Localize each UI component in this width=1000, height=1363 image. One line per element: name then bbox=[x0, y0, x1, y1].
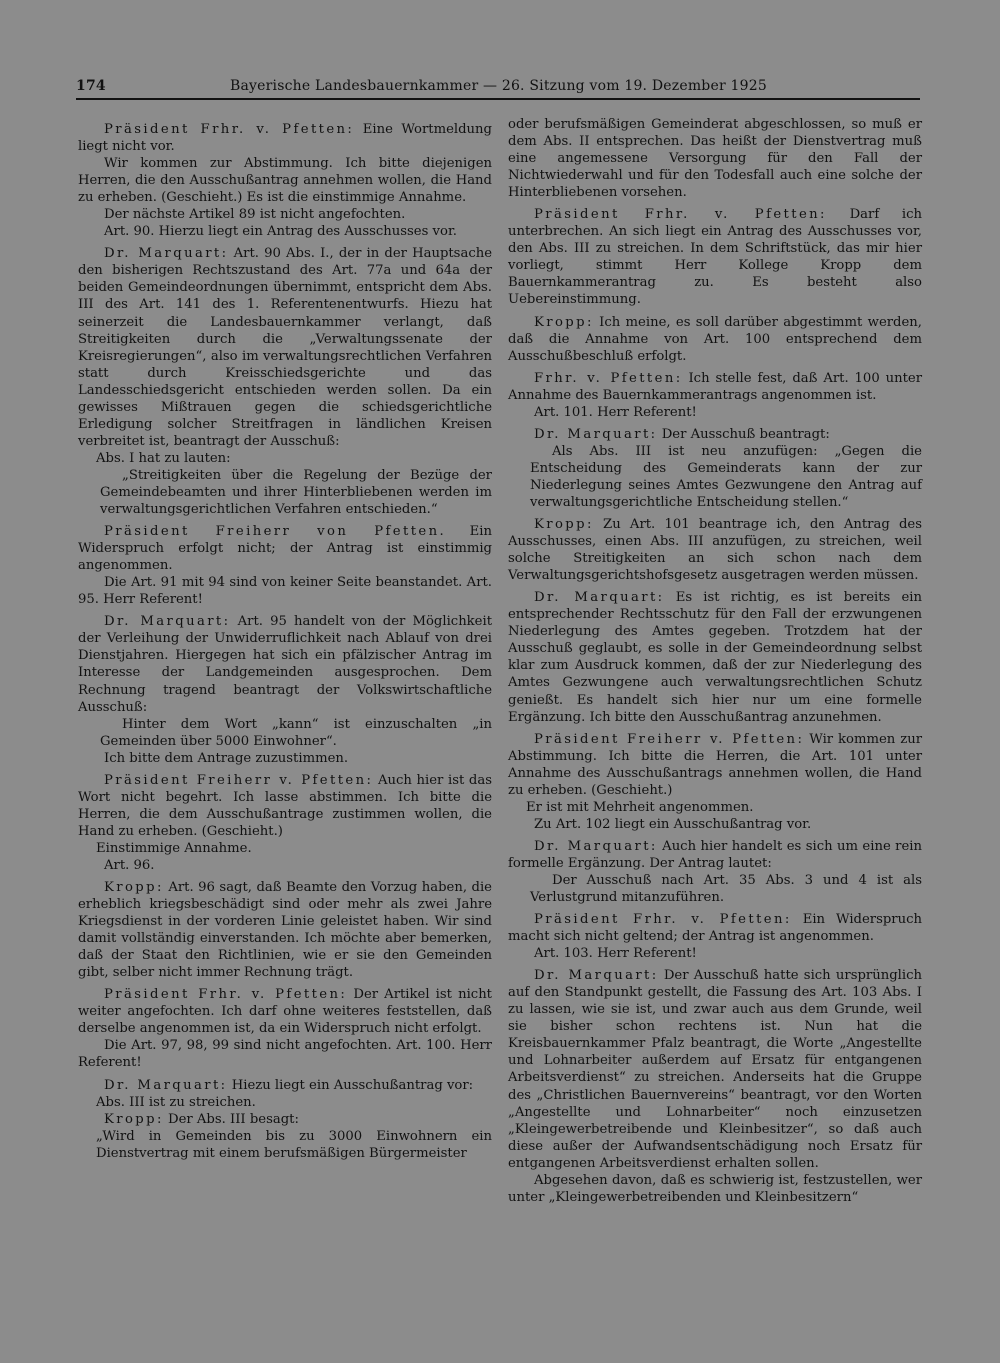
speaker-name: Dr. Marquart: bbox=[104, 614, 231, 630]
paragraph-text: Ich bitte dem Antrage zuzustimmen. bbox=[104, 750, 349, 766]
paragraph bbox=[508, 872, 922, 906]
paragraph bbox=[78, 155, 492, 206]
paragraph-text: „Streitigkeiten über die Regelung der Bezüge der Gemeindebeamten und ihrer Hinterbliebenen werden im verwaltungsgerichtlichen Verfahren entschieden.“ bbox=[100, 467, 492, 518]
paragraph-text: Der Abs. III besagt: bbox=[163, 1111, 299, 1127]
paragraph-text: Die Art. 91 mit 94 sind von keiner Seite beanstandet. Art. 95. Herr Referent! bbox=[78, 575, 492, 608]
running-title: Bayerische Landesbauernkammer — 26. Sitzung vom 19. Dezember 1925 bbox=[230, 78, 767, 94]
paragraph-text: Der Artikel ist nicht weiter angefochten. Ich darf ohne weiteres feststellen, daß derselbe angenommen ist, da ein Widerspruch nicht erfolgt. bbox=[78, 987, 492, 1037]
paragraph-text: Ich stelle fest, daß Art. 100 unter Annahme des Bauernkammerantrags angenommen ist. bbox=[508, 370, 923, 403]
paragraph bbox=[508, 799, 922, 816]
paragraph-text: Darf ich unterbrechen. An sich liegt ein Antrag des Ausschusses vor, den Abs. III zu streichen. In dem Schriftstück, das mir hier vorliegt, stimmt Herr Kollege Kropp dem Bauernkammerantrag zu. Es besteht also Uebereinstimmung. bbox=[508, 207, 922, 308]
paragraph bbox=[508, 116, 922, 201]
speaker-name: Dr. Marquart: bbox=[104, 246, 229, 262]
paragraph-text: Hiezu liegt ein Ausschußantrag vor: bbox=[227, 1077, 474, 1093]
paragraph-text: Art. 96. bbox=[104, 857, 155, 873]
paragraph-text: Hinter dem Wort „kann“ ist einzuschalten „in Gemeinden über 5000 Einwohner“. bbox=[100, 716, 492, 749]
paragraph-text: Auch hier handelt es sich um eine rein formelle Ergänzung. Der Antrag lautet: bbox=[508, 838, 922, 871]
paragraph bbox=[78, 857, 492, 874]
right-column bbox=[508, 116, 922, 1206]
paragraph bbox=[78, 245, 492, 450]
paragraph bbox=[78, 1111, 492, 1128]
paragraph bbox=[78, 879, 492, 981]
speaker-name: Präsident Frhr. v. Pfetten: bbox=[534, 207, 827, 223]
paragraph bbox=[508, 1172, 922, 1206]
paragraph bbox=[78, 1077, 492, 1094]
paragraph bbox=[508, 426, 922, 443]
paragraph bbox=[508, 516, 922, 584]
speaker-name: Präsident Frhr. v. Pfetten: bbox=[534, 912, 792, 928]
speaker-name: Präsident Freiherr von Pfetten. bbox=[104, 524, 447, 540]
paragraph bbox=[78, 772, 492, 840]
paragraph bbox=[78, 1128, 492, 1162]
paragraph-text: Auch hier ist das Wort nicht begehrt. Ich lasse abstimmen. Ich bitte die Herren, die dem Ausschußantrage zustimmen wollen, die Hand zu erheben. (Geschieht.) bbox=[78, 772, 493, 839]
paragraph bbox=[78, 613, 492, 715]
paragraph bbox=[508, 370, 922, 404]
paragraph-text: Ein Widerspruch erfolgt nicht; der Antrag ist einstimmig angenommen. bbox=[78, 524, 493, 574]
speaker-name: Kropp: bbox=[104, 880, 164, 896]
paragraph-text: Als Abs. III ist neu anzufügen: „Gegen die Entscheidung des Gemeinderats kann der zur Niederlegung seines Amtes Gezwungene den Antrag auf verwaltungsgerichtliche Entscheidung stellen.“ bbox=[530, 443, 922, 510]
paragraph-text: Abs. I hat zu lauten: bbox=[96, 450, 231, 466]
paragraph bbox=[78, 1037, 492, 1071]
paragraph-text: Art. 90 Abs. I., der in der Hauptsache den bisherigen Rechtszustand des Art. 77a und 64a der beiden Gemeindeordnungen übernimmt, entspricht dem Abs. III des Art. 141 des 1. Referentenentwurfs. Hiezu hat seinerzeit die Landesbauernkammer verlangt, daß Streitigkeiten durch die „Verwaltungssenate der Kreisregierungen“, also im verwaltungsrechtlichen Verfahren statt durch Kreisschiedsgerichte und das Landesschiedsgericht entschieden werden sollen. Da ein gewisses Mißtrauen gegen die schiedsgerichtliche Erledigung solcher Streitfragen in ländlichen Kreisen verbreitet ist, beantragt der Ausschuß: bbox=[78, 246, 492, 449]
paragraph bbox=[508, 838, 922, 872]
paragraph bbox=[78, 467, 492, 518]
left-column bbox=[78, 116, 492, 1162]
page-number: 174 bbox=[76, 78, 106, 94]
paragraph-text: Zu Art. 101 beantrage ich, den Antrag des Ausschusses, einen Abs. III anzufügen, zu streichen, weil solche Streitigkeiten an sich schon nach dem Verwaltungsgerichtshofsgesetz ausgetragen werden müssen. bbox=[508, 517, 922, 584]
paragraph-text: Abgesehen davon, daß es schwierig ist, festzustellen, wer unter „Kleingewerbetreibenden und Kleinbesitzern“ bbox=[508, 1172, 922, 1205]
paragraph bbox=[508, 911, 922, 945]
paragraph bbox=[78, 121, 492, 155]
paragraph-text: Einstimmige Annahme. bbox=[96, 840, 252, 856]
speaker-name: Präsident Freiherr v. Pfetten: bbox=[104, 772, 374, 788]
paragraph-text: Der nächste Artikel 89 ist nicht angefochten. bbox=[104, 207, 406, 223]
paragraph bbox=[508, 967, 922, 1172]
paragraph bbox=[508, 443, 922, 511]
paragraph bbox=[78, 716, 492, 750]
paragraph bbox=[78, 750, 492, 767]
speaker-name: Dr. Marquart: bbox=[534, 838, 658, 854]
paragraph bbox=[78, 986, 492, 1037]
paragraph bbox=[78, 1094, 492, 1111]
paragraph-text: Wir kommen zur Abstimmung. Ich bitte die Herren, die Art. 101 unter Annahme des Ausschußantrags annehmen wollen, die Hand zu erheben. (Geschieht.) bbox=[508, 731, 922, 798]
speaker-name: Kropp: bbox=[534, 517, 594, 533]
speaker-name: Dr. Marquart: bbox=[534, 968, 659, 984]
speaker-name: Präsident Freiherr v. Pfetten: bbox=[534, 731, 805, 747]
speaker-name: Präsident Frhr. v. Pfetten: bbox=[104, 987, 348, 1003]
speaker-name: Dr. Marquart: bbox=[534, 426, 658, 442]
paragraph-text: Ein Widerspruch macht sich nicht geltend; der Antrag ist angenommen. bbox=[508, 912, 922, 945]
paragraph-text: Zu Art. 102 liegt ein Ausschußantrag vor. bbox=[534, 816, 812, 832]
paragraph bbox=[508, 816, 922, 833]
paragraph-text: Art. 96 sagt, daß Beamte den Vorzug haben, die erheblich kriegsbeschädigt sind oder mehr als zwei Jahre Kriegsdienst in der vorderen Linie geleistet haben. Wir sind damit vollständig einverstanden. Ich möchte aber bemerken, daß der Staat den Richtlinien, wie er sie den Gemeinden gibt, selber nicht immer Rechnung trägt. bbox=[78, 880, 492, 981]
paragraph bbox=[78, 450, 492, 467]
paragraph bbox=[78, 574, 492, 608]
paragraph bbox=[508, 589, 922, 725]
paragraph bbox=[508, 206, 922, 308]
speaker-name: Dr. Marquart: bbox=[104, 1077, 228, 1093]
paragraph bbox=[78, 840, 492, 857]
header-rule bbox=[76, 98, 920, 100]
paragraph-text: Er ist mit Mehrheit angenommen. bbox=[526, 799, 754, 815]
speaker-name: Präsident Frhr. v. Pfetten: bbox=[104, 122, 355, 137]
paragraph-text: Art. 101. Herr Referent! bbox=[534, 404, 697, 420]
speaker-name: Kropp: bbox=[104, 1111, 164, 1127]
paragraph bbox=[508, 314, 922, 365]
paragraph bbox=[508, 945, 922, 962]
paragraph-text: Art. 95 handelt von der Möglichkeit der Verleihung der Unwiderruflichkeit nach Ablauf von drei Dienstjahren. Hiergegen hat sich ein pfälzischer Antrag im Interesse der Landgemeinden ausgesprochen. Dem Rechnung tragend beantragt der Volkswirtschaftliche Ausschuß: bbox=[78, 614, 492, 715]
speaker-name: Dr. Marquart: bbox=[534, 590, 665, 606]
paragraph-text: Ich meine, es soll darüber abgestimmt werden, daß die Annahme von Art. 100 entsprechend dem Ausschußbeschluß erfolgt. bbox=[508, 314, 922, 364]
paragraph-text: Art. 90. Hierzu liegt ein Antrag des Ausschusses vor. bbox=[104, 224, 457, 240]
speaker-name: Frhr. v. Pfetten: bbox=[534, 370, 683, 386]
paragraph-text: Der Ausschuß nach Art. 35 Abs. 3 und 4 ist als Verlustgrund mitanzuführen. bbox=[530, 872, 922, 906]
paragraph bbox=[508, 404, 922, 421]
paragraph bbox=[78, 206, 492, 223]
page-header bbox=[76, 76, 920, 98]
paragraph-text: Eine Wortmeldung liegt nicht vor. bbox=[78, 122, 492, 155]
paragraph-text: Wir kommen zur Abstimmung. Ich bitte diejenigen Herren, die den Ausschußantrag annehmen wollen, die Hand zu erheben. (Geschieht.) Es ist die einstimmige Annahme. bbox=[78, 156, 492, 206]
paragraph bbox=[78, 223, 492, 240]
paragraph-text: „Wird in Gemeinden bis zu 3000 Einwohnern ein Dienstvertrag mit einem berufsmäßigen Bürgermeister bbox=[96, 1128, 492, 1161]
paragraph bbox=[78, 523, 492, 574]
paragraph-text: Der Ausschuß beantragt: bbox=[657, 426, 830, 442]
paragraph-text: Die Art. 97, 98, 99 sind nicht angefochten. Art. 100. Herr Referent! bbox=[78, 1038, 492, 1071]
paragraph-text: Der Ausschuß hatte sich ursprünglich auf den Standpunkt gestellt, die Fassung des Art. 103 Abs. I zu lassen, wie sie ist, und zwar auch aus dem Grunde, weil sie bisher schon rechtens ist. Nun hat die Kreisbauernkammer Pfalz beantragt, die Worte „Angestellte und Lohnarbeiter außerdem auf Ersatz für entgangenen Arbeitsverdienst“ zu streichen. Anderseits hat die Gruppe des „Christlichen Bauernvereins“ beantragt, vor den Worten „Angestellte und Lohnarbeiter“ noch einzusetzen „Kleingewerbetreibende und Kleinbesitzer“, so daß auch diese außer der Aufwandsentschädigung noch Ersatz für entgangenen Arbeitsverdienst erhalten sollen. bbox=[508, 968, 922, 1171]
paragraph-text: oder berufsmäßigen Gemeinderat abgeschlossen, so muß er dem Abs. II entsprechen. Das heißt der Dienstvertrag muß eine angemessene Versorgung für den Fall der Nichtwiederwahl und für den Todesfall auch eine solche der Hinterbliebenen vorsehen. bbox=[508, 117, 922, 201]
paragraph-text: Art. 103. Herr Referent! bbox=[534, 946, 697, 962]
paragraph-text: Es ist richtig, es ist bereits ein entsprechender Rechtsschutz für den Fall der erzwungenen Niederlegung des Amtes gegeben. Trotzdem hat der Ausschuß geglaubt, es solle in der Gemeindeordnung selbst klar zum Ausdruck kommen, daß der zur Niederlegung des Amtes Gezwungene auch verwaltungsrechtlichen Schutz genießt. Es handelt sich hier nur um eine formelle Ergänzung. Ich bitte den Ausschußantrag anzunehmen. bbox=[508, 590, 922, 725]
paragraph-text: Abs. III ist zu streichen. bbox=[96, 1094, 256, 1110]
paragraph bbox=[508, 731, 922, 799]
speaker-name: Kropp: bbox=[534, 314, 594, 330]
